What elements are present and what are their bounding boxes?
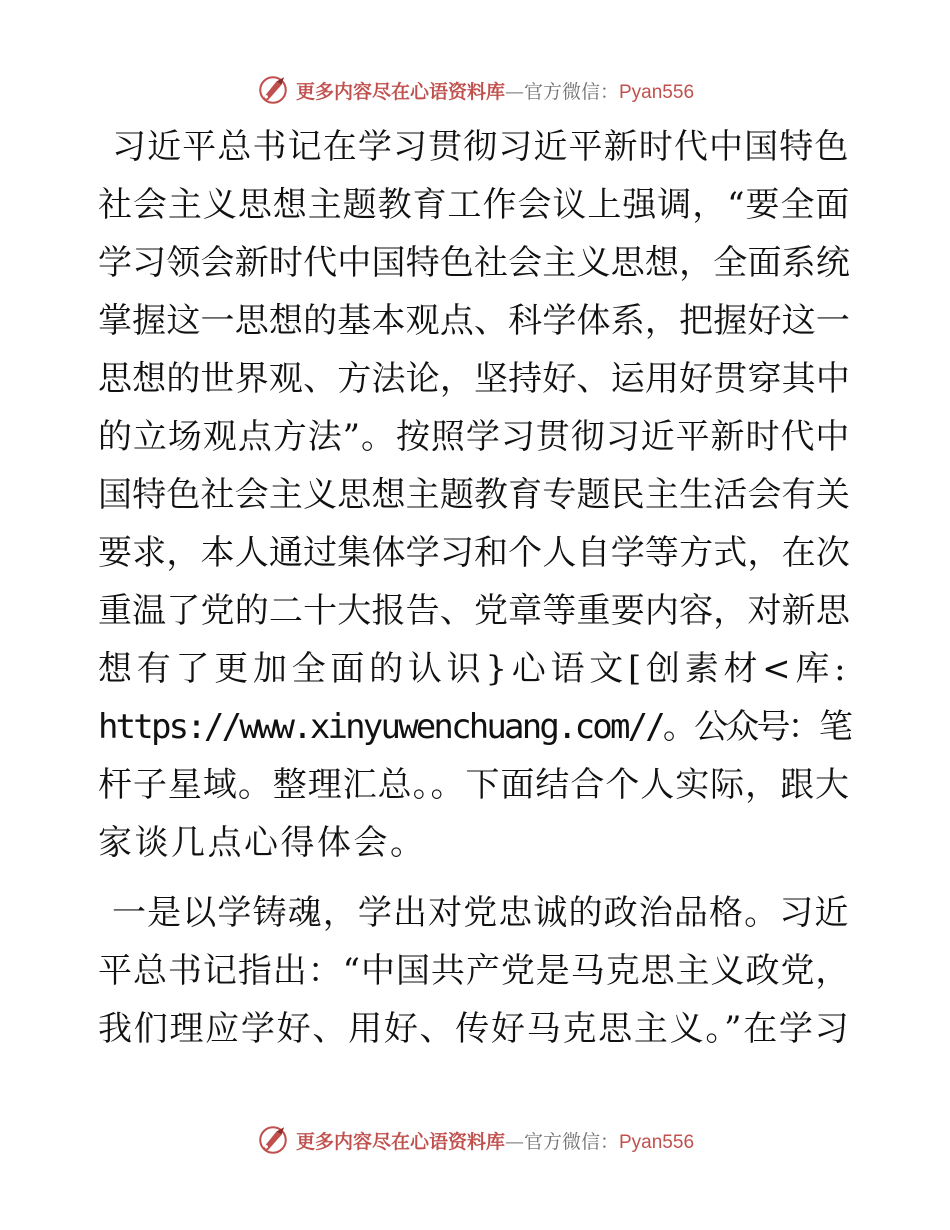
banner-brand-text: 更多内容尽在心语资料库 (295, 80, 505, 103)
text-line: 家谈几点心得体会。 (98, 823, 427, 863)
document-body (98, 118, 850, 1058)
banner-wechat-id: Pyan556 (619, 1131, 695, 1153)
paragraph-2 (98, 884, 850, 1058)
text-line: 社会主义思想主题教育工作会议上强调，“要全面 (98, 185, 851, 225)
text-line: 要求，本人通过集体学习和个人自学等方式，在次 (98, 533, 850, 573)
text-line: 习近平总书记在学习贯彻习近平新时代中国特色 (112, 127, 850, 167)
url-line: https://www.xinyuwenchuang.com//。公众号：笔 (98, 707, 851, 747)
text-line: 杆子星域。整理汇总。。下面结合个人实际，跟大 (98, 765, 850, 805)
banner-wechat-label: 官方微信： (523, 80, 619, 103)
banner-text (296, 77, 694, 104)
banner-wechat-id: Pyan556 (619, 81, 695, 103)
banner-separator: — (504, 1130, 524, 1153)
banner-text (296, 1127, 694, 1154)
header-banner (0, 70, 950, 110)
text-line: 思想的世界观、方法论，坚持好、运用好贯穿其中 (98, 359, 850, 399)
text-line: 国特色社会主义思想主题教育专题民主生活会有关 (98, 475, 850, 515)
banner-wechat-label: 官方微信： (523, 1130, 619, 1153)
pen-quill-logo-icon (256, 1123, 290, 1157)
paragraph-spacer (98, 872, 850, 884)
banner-separator: — (504, 80, 524, 103)
pen-quill-logo-icon (256, 73, 290, 107)
text-line: 平总书记指出：“中国共产党是马克思主义政党， (98, 951, 851, 991)
text-line: 我们理应学好、用好、传好马克思主义。”在学习 (98, 1009, 851, 1049)
text-line: 的立场观点方法”。按照学习贯彻习近平新时代中 (98, 417, 851, 457)
text-line: 重温了党的二十大报告、党章等重要内容，对新思 (98, 591, 850, 631)
footer-banner (0, 1120, 950, 1160)
text-line: 一是以学铸魂，学出对党忠诚的政治品格。习近 (112, 893, 850, 933)
banner-brand-text: 更多内容尽在心语资料库 (295, 1130, 505, 1153)
paragraph-1 (98, 118, 850, 872)
text-line: 想有了更加全面的认识}心语文[创素材<库: (98, 649, 851, 689)
text-line: 掌握这一思想的基本观点、科学体系，把握好这一 (98, 301, 850, 341)
text-line: 学习领会新时代中国特色社会主义思想，全面系统 (98, 243, 850, 283)
